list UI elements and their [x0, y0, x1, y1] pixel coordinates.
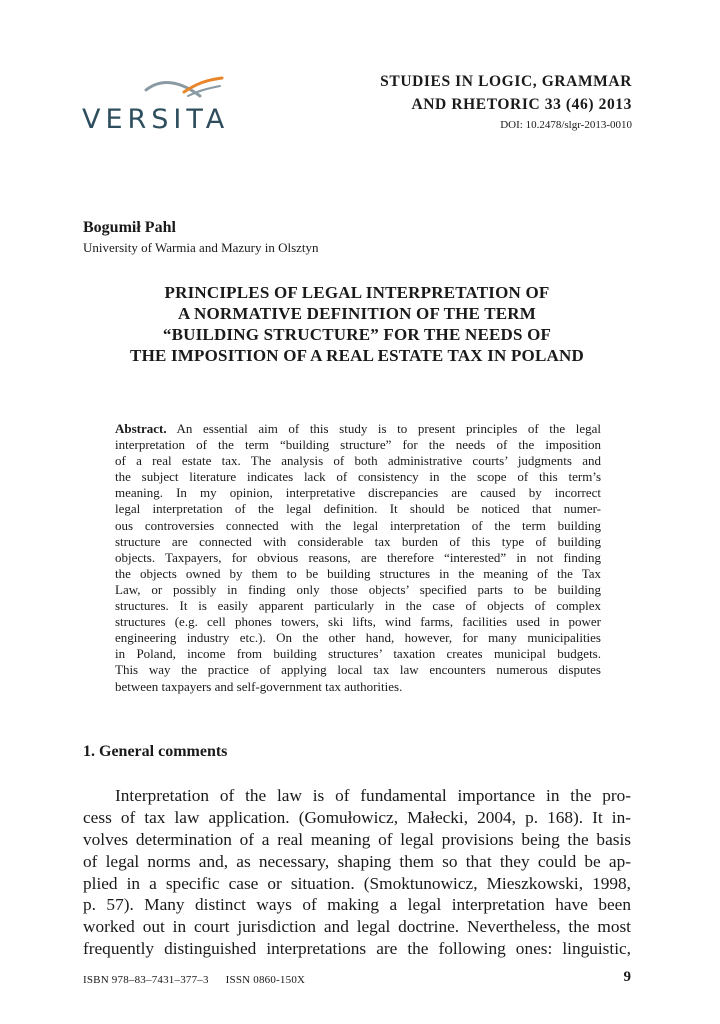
footer-isbn: ISBN 978–83–7431–377–3: [83, 974, 209, 986]
abstract-line: the subject literature indicates lack of consistency in the scope of this term’s: [115, 469, 601, 485]
journal-title-line-2: AND RHETORIC 33 (46) 2013: [411, 96, 632, 113]
abstract-line: between taxpayers and self-government tax authorities.: [115, 678, 403, 694]
footer-issn: ISSN 0860-150X: [225, 974, 306, 986]
abstract-line: interpretation of the term “building structure” for the needs of the imposition: [115, 437, 601, 453]
body-line: Interpretation of the law is of fundamental importance in the pro-: [115, 786, 631, 805]
title-line: “BUILDING STRUCTURE” FOR THE NEEDS OF: [162, 325, 552, 344]
abstract-line: objects. Taxpayers, for obvious reasons, are therefore “interested” in not finding: [115, 549, 601, 565]
title-line: PRINCIPLES OF LEGAL INTERPRETATION OF: [164, 283, 550, 302]
abstract-line: structures (e.g. cell phones towers, ski lifts, wind farms, facilities used in power: [115, 614, 601, 630]
body-line: worked out in court jurisdiction and legal doctrine. Nevertheless, the most: [83, 917, 631, 937]
title-line: THE IMPOSITION OF A REAL ESTATE TAX IN POLAND: [130, 346, 584, 365]
paper-title: [83, 282, 631, 366]
abstract-line: structures. It is easily apparent particularly in the case of objects of complex: [115, 598, 601, 614]
logo-text: VERSITA: [82, 104, 230, 135]
body-line: frequently distinguished interpretations are the following ones: linguistic,: [83, 939, 631, 959]
versita-swoosh-icon: [144, 70, 224, 104]
abstract-line: structure are connected with considerable tax burden of this type of building: [115, 533, 601, 549]
abstract-label: Abstract.: [115, 421, 167, 436]
abstract-line: engineering industry etc.). On the other hand, however, for many municipalities: [115, 630, 601, 646]
abstract-line: in Poland, income from building structures’ taxation creates municipal budgets.: [115, 646, 601, 662]
versita-logo: [82, 70, 230, 135]
abstract: [115, 421, 601, 695]
abstract-line: meaning. In my opinion, interpretative discrepancies are caused by incorrect: [115, 485, 601, 501]
body-line: cess of tax law application. (Gomułowicz, Małecki, 2004, p. 168). It in-: [83, 807, 631, 827]
abstract-line: This way the practice of applying local tax law encounters numerous disputes: [115, 662, 601, 678]
journal-header: [380, 70, 632, 131]
abstract-line: Law, or possibly in finding only those objects’ specified parts to be building: [115, 581, 601, 597]
abstract-line: legal interpretation of the legal definition. It should be noticed that numer-: [115, 501, 601, 517]
author-name: Bogumił Pahl: [83, 219, 176, 236]
body-line: of legal norms and, as necessary, shaping them so that they could be ap-: [83, 851, 631, 871]
body-paragraph: [83, 785, 631, 960]
footer-identifiers: [83, 974, 319, 986]
abstract-line: of a real estate tax. The analysis of both administrative courts’ judgments and: [115, 453, 601, 469]
section-heading: 1. General comments: [83, 743, 228, 760]
title-line: A NORMATIVE DEFINITION OF THE TERM: [177, 304, 537, 323]
doi: DOI: 10.2478/slgr-2013-0010: [500, 119, 632, 131]
journal-title-line-1: STUDIES IN LOGIC, GRAMMAR: [380, 73, 632, 90]
abstract-line: [115, 421, 601, 437]
body-line: p. 57). Many distinct ways of making a legal interpretation have been: [83, 895, 631, 915]
abstract-line: ous controversies connected with the legal interpretation of the term building: [115, 517, 601, 533]
body-line: plied in a specific case or situation. (Smoktunowicz, Mieszkowski, 1998,: [83, 873, 631, 893]
abstract-first-line-text: An essential aim of this study is to present principles of the legal: [176, 421, 601, 436]
abstract-line: the objects owned by them to be building structures in the meaning of the Tax: [115, 565, 601, 581]
page-number: 9: [623, 969, 631, 985]
author-affiliation: University of Warmia and Mazury in Olsztyn: [83, 240, 319, 255]
body-line: volves determination of a real meaning of legal provisions being the basis: [83, 829, 631, 849]
